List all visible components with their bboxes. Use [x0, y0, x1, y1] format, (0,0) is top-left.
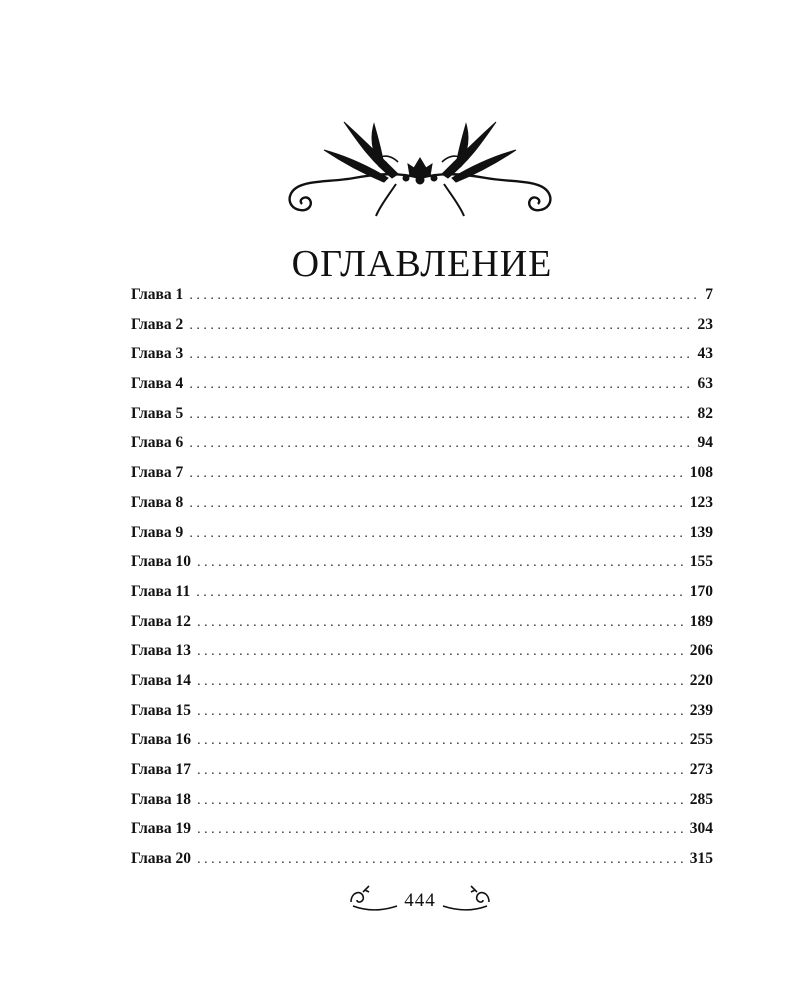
dot-leader: [189, 347, 693, 363]
dot-leader: [189, 407, 693, 423]
dot-leader: [196, 585, 686, 601]
toc-entry: [131, 464, 713, 494]
toc-entry: [131, 583, 713, 613]
dot-leader: [197, 763, 686, 779]
chapter-title: Глава 13: [131, 642, 192, 660]
chapter-page-number: 315: [689, 850, 713, 868]
page-footer: [345, 880, 495, 924]
chapter-page-number: 23: [697, 315, 713, 333]
chapter-title: Глава 12: [131, 612, 192, 630]
chapter-page-number: 139: [689, 523, 713, 541]
chapter-title: Глава 1: [131, 286, 184, 303]
chapter-page-number: 239: [689, 701, 713, 719]
toc-entry: [131, 702, 713, 732]
dot-leader: [197, 822, 686, 838]
toc-entry: [131, 345, 713, 375]
chapter-title: Глава 2: [131, 315, 184, 333]
chapter-page-number: 63: [697, 375, 713, 393]
toc-entry: [131, 791, 713, 821]
chapter-title: Глава 4: [131, 375, 184, 393]
toc-entry: [131, 642, 713, 672]
chapter-title: Глава 15: [131, 701, 192, 719]
chapter-page-number: 155: [689, 553, 713, 571]
toc-entry: [131, 761, 713, 791]
chapter-title: Глава 5: [131, 404, 184, 422]
floral-flourish-icon: [280, 112, 560, 224]
dot-leader: [189, 466, 685, 482]
table-of-contents: [131, 286, 713, 880]
dot-leader: [197, 644, 686, 660]
page-title: ОГЛАВЛЕНИЕ: [291, 243, 553, 285]
toc-entry: [131, 494, 713, 524]
dot-leader: [197, 733, 686, 749]
chapter-title: Глава 16: [131, 731, 192, 749]
chapter-title: Глава 6: [131, 434, 184, 452]
chapter-page-number: 206: [689, 642, 713, 660]
dot-leader: [189, 436, 693, 452]
toc-entry: [131, 286, 713, 316]
toc-entry: [131, 820, 713, 850]
chapter-title: Глава 3: [131, 345, 184, 363]
chapter-title: Глава 19: [131, 820, 192, 838]
chapter-page-number: 170: [689, 582, 713, 600]
chapter-page-number: 43: [697, 345, 713, 363]
chapter-page-number: 94: [697, 434, 713, 452]
chapter-title: Глава 7: [131, 464, 184, 482]
chapter-page-number: 7: [705, 286, 713, 303]
chapter-page-number: 82: [697, 404, 713, 422]
dot-leader: [189, 377, 693, 393]
dot-leader: [197, 704, 686, 720]
dot-leader: [189, 318, 693, 334]
chapter-page-number: 304: [689, 820, 713, 838]
chapter-page-number: 108: [689, 464, 713, 482]
chapter-page-number: 285: [689, 790, 713, 808]
dot-leader: [189, 526, 685, 542]
dot-leader: [197, 615, 686, 631]
dot-leader: [197, 793, 686, 809]
toc-entry: [131, 613, 713, 643]
toc-entry: [131, 524, 713, 554]
chapter-title: Глава 17: [131, 761, 192, 778]
chapter-title: Глава 9: [131, 523, 184, 541]
dot-leader: [197, 555, 686, 571]
chapter-page-number: 220: [689, 671, 713, 689]
chapter-title: Глава 18: [131, 790, 192, 808]
chapter-title: Глава 20: [131, 850, 192, 868]
page-number: 444: [404, 890, 436, 911]
dot-leader: [189, 288, 699, 304]
chapter-page-number: 273: [689, 761, 713, 778]
dot-leader: [189, 496, 685, 512]
toc-entry: [131, 731, 713, 761]
dot-leader: [197, 852, 686, 868]
dot-leader: [197, 674, 686, 690]
chapter-title: Глава 11: [131, 582, 191, 600]
toc-entry: [131, 375, 713, 405]
chapter-page-number: 255: [689, 731, 713, 749]
toc-entry: [131, 434, 713, 464]
toc-entry: [131, 672, 713, 702]
chapter-title: Глава 10: [131, 553, 192, 571]
chapter-title: Глава 14: [131, 671, 192, 689]
toc-entry: [131, 850, 713, 880]
chapter-title: Глава 8: [131, 493, 184, 511]
toc-entry: [131, 316, 713, 346]
chapter-page-number: 123: [689, 493, 713, 511]
toc-entry: [131, 405, 713, 435]
toc-entry: [131, 553, 713, 583]
chapter-page-number: 189: [689, 612, 713, 630]
